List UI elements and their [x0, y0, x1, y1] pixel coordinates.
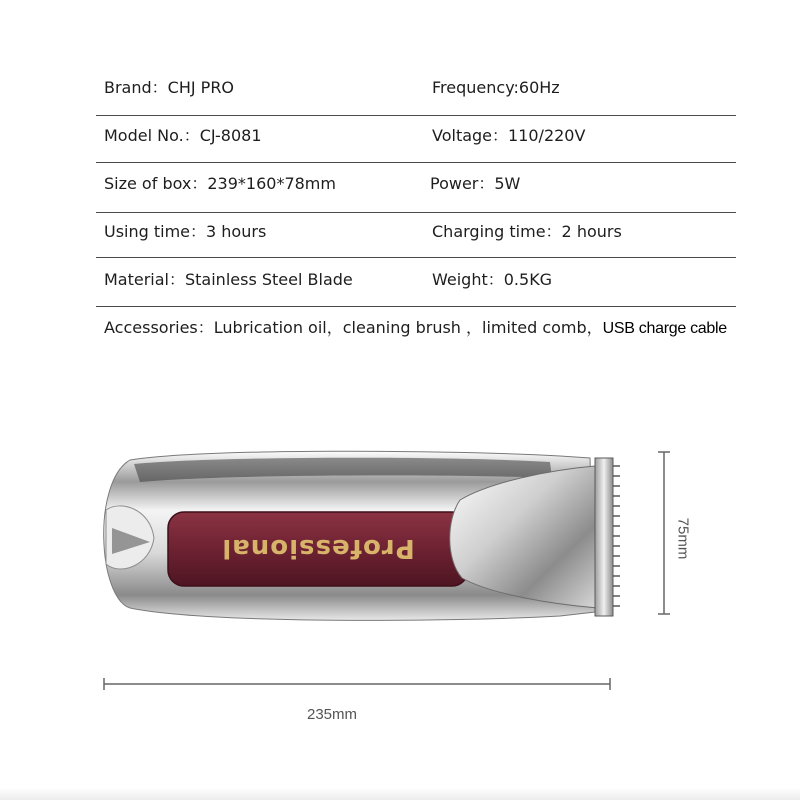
professional-label-text: Professional: [221, 533, 415, 563]
spec-frequency: Frequency:60Hz: [432, 78, 560, 97]
table-divider: [96, 212, 736, 213]
length-dimension-line: [100, 676, 614, 692]
spec-voltage: Voltage：110/220V: [432, 126, 586, 145]
hair-clipper-image: [90, 430, 650, 640]
spec-material: Material：Stainless Steel Blade: [104, 270, 353, 289]
spec-charging-time: Charging time：2 hours: [432, 222, 622, 241]
clipper-blade: [595, 458, 613, 616]
height-dimension-line: [654, 448, 674, 618]
bottom-edge: [0, 788, 800, 800]
table-divider: [96, 257, 736, 258]
table-divider: [96, 115, 736, 116]
spec-power: Power：5W: [430, 174, 521, 193]
table-divider: [96, 306, 736, 307]
spec-brand: Brand：CHJ PRO: [104, 78, 235, 97]
spec-model: Model No.：CJ-8081: [104, 126, 262, 145]
accessories-list: Accessories：Lubrication oil，cleaning brush ，limited comb，: [104, 318, 603, 337]
spec-box-size: Size of box：239*160*78mm: [104, 174, 336, 193]
spec-weight: Weight：0.5KG: [432, 270, 553, 289]
spec-using-time: Using time：3 hours: [104, 222, 267, 241]
length-dimension-label: 235mm: [307, 706, 358, 723]
table-divider: [96, 162, 736, 163]
height-dimension-label: 75mm: [674, 517, 692, 560]
spec-accessories: [104, 318, 727, 339]
accessories-usb-cable: USB charge cable: [602, 320, 727, 337]
